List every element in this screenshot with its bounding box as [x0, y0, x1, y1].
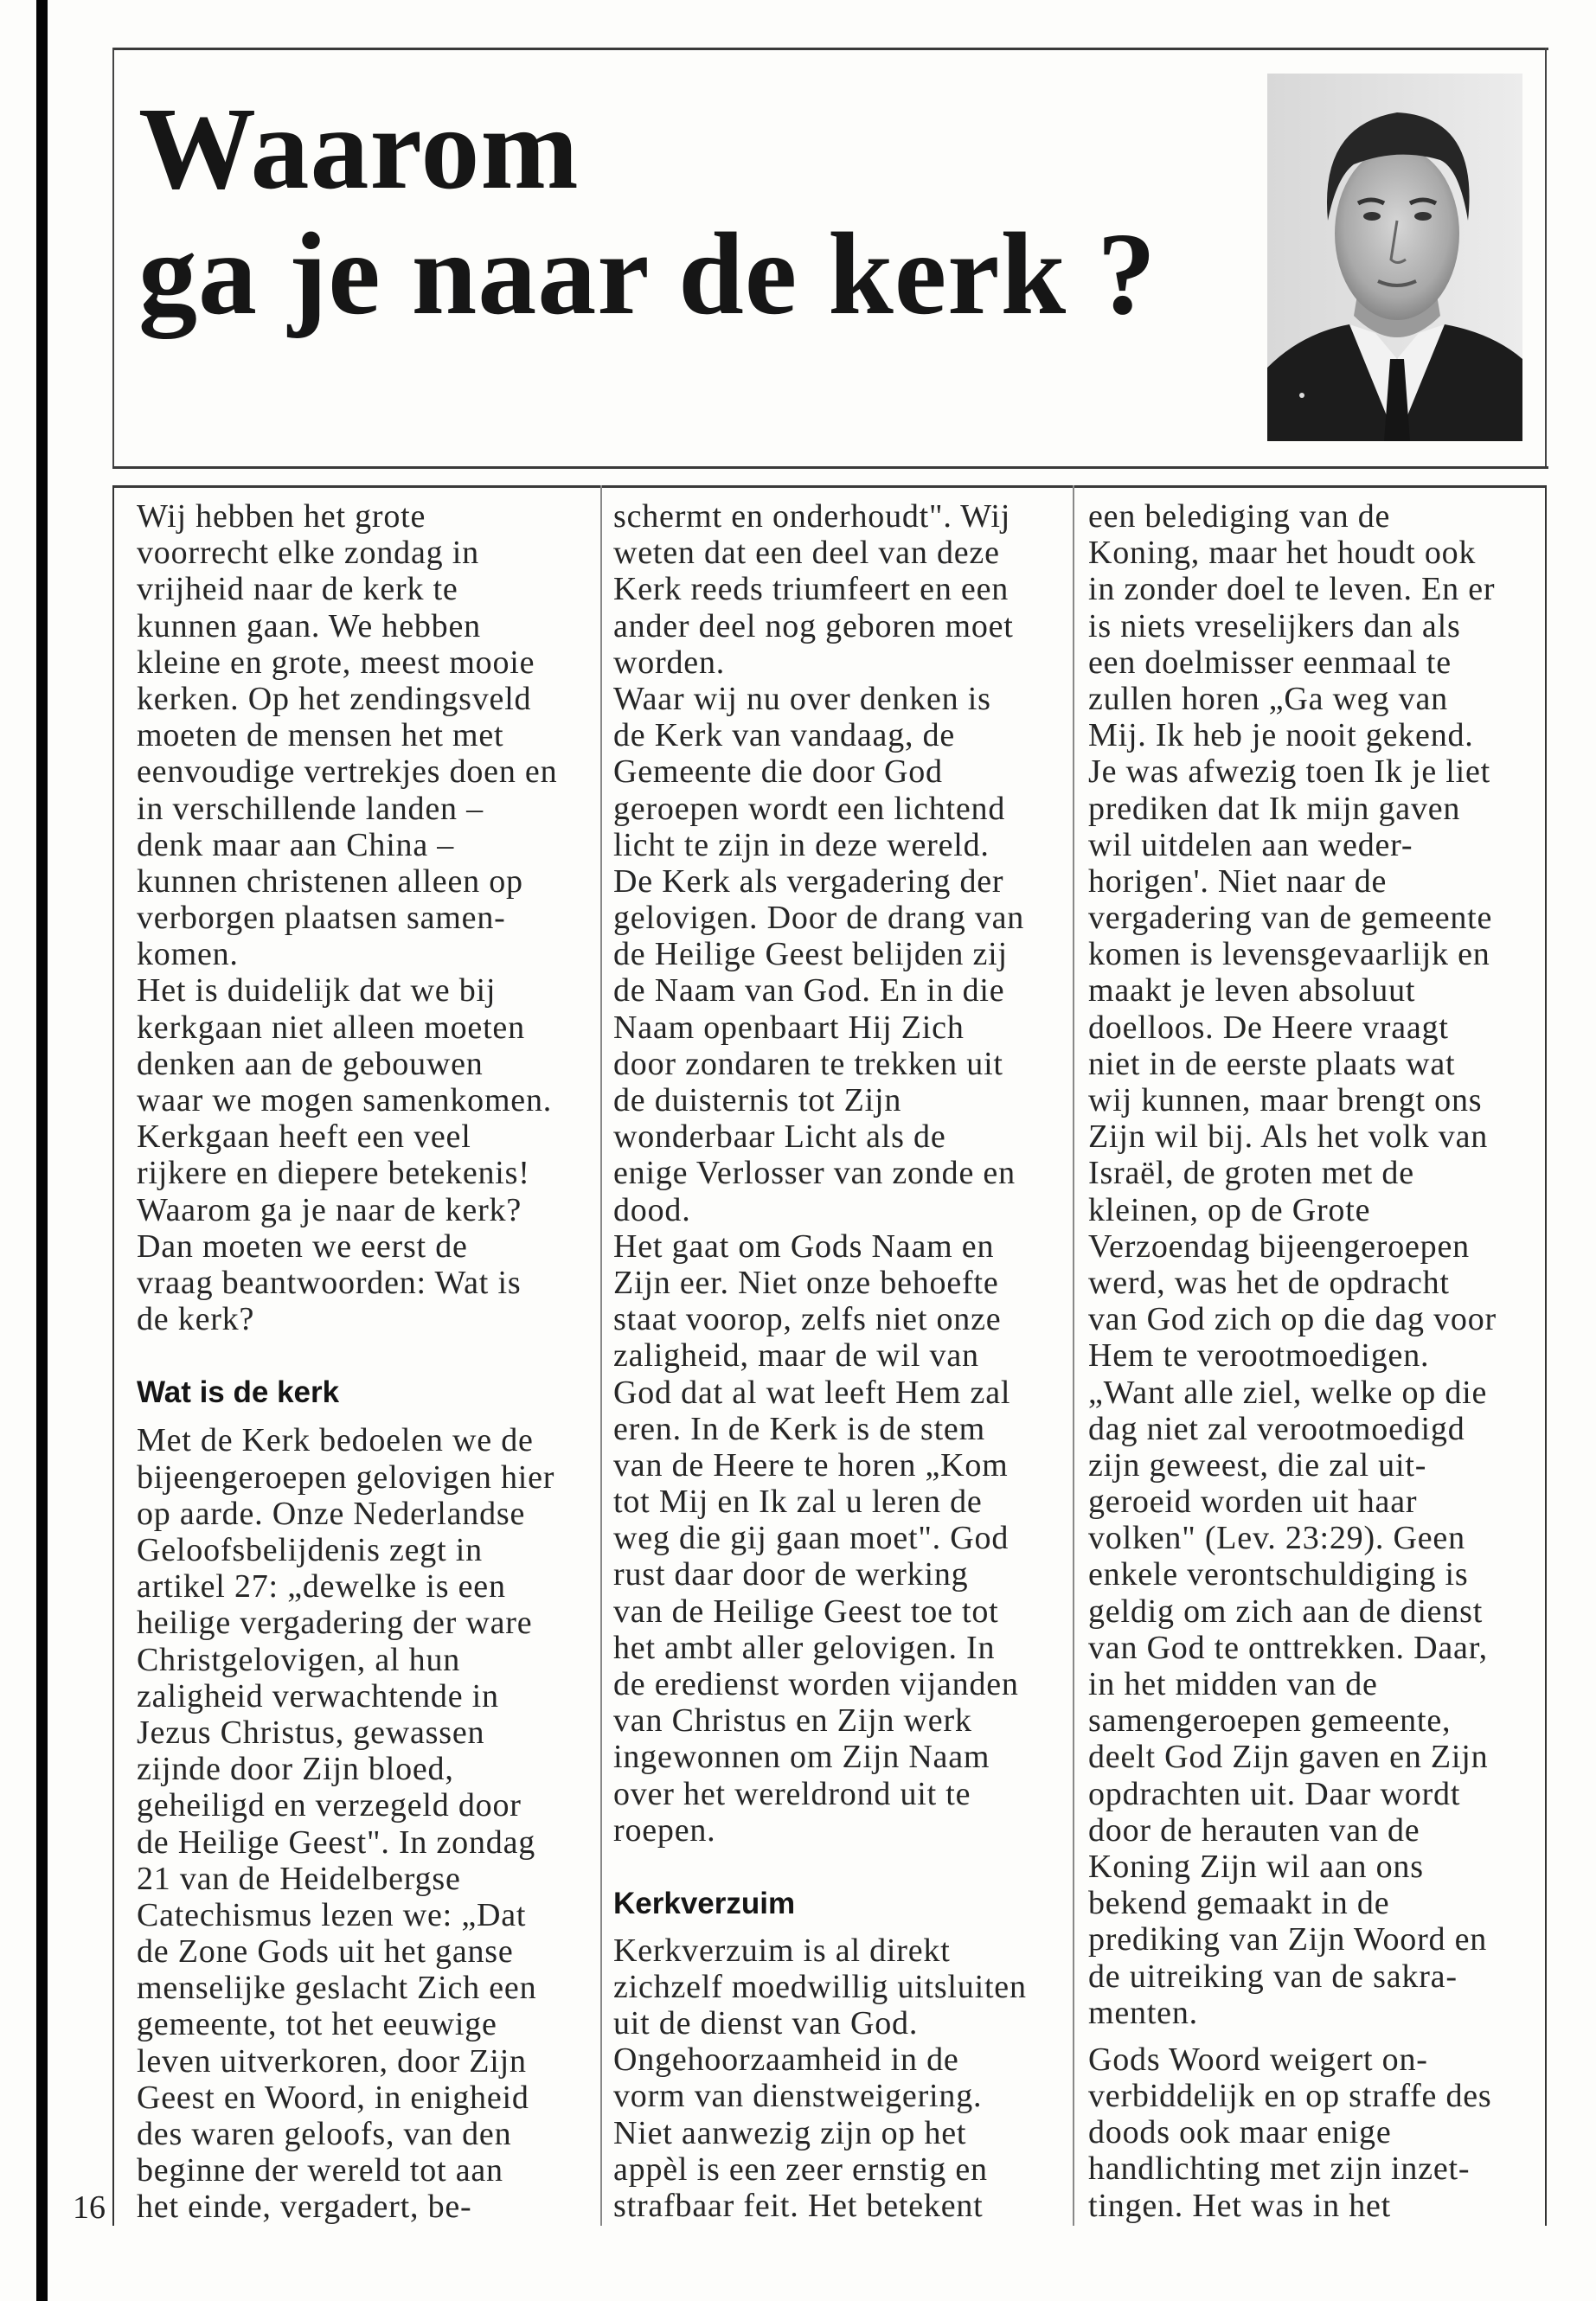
text-line: 21 van de Heidelbergse	[137, 1860, 461, 1897]
text-line: een doelmisser eenmaal te	[1088, 644, 1452, 681]
text-line: is niets vreselijkers dan als	[1088, 607, 1461, 644]
page-number: 16	[73, 2189, 106, 2226]
text-line: doods ook maar enige	[1088, 2114, 1392, 2151]
text-line: volken" (Lev. 23:29). Geen	[1088, 1520, 1465, 1557]
text-line: appèl is een zeer ernstig en	[613, 2150, 988, 2188]
text-line: Israël, de groten met de	[1088, 1155, 1414, 1192]
text-line: Geloofsbelijdenis zegt in	[137, 1532, 483, 1569]
text-line: Zijn eer. Niet onze behoefte	[613, 1264, 999, 1301]
text-line: denken aan de gebouwen	[137, 1045, 484, 1082]
text-column-2	[613, 498, 1063, 2224]
text-line: Koning, maar het houdt ook	[1088, 535, 1477, 572]
text-line: de Naam van God. En in die	[613, 972, 1005, 1009]
text-line: God dat al wat leeft Hem zal	[613, 1374, 1011, 1411]
header-left-border	[112, 48, 114, 469]
text-line: tingen. Het was in het	[1088, 2187, 1392, 2224]
text-line: het einde, vergadert, be-	[137, 2189, 472, 2226]
text-line: de kerk?	[137, 1301, 255, 1338]
text-line: prediking van Zijn Woord en	[1088, 1921, 1488, 1958]
text-line: rijkere en diepere betekenis!	[137, 1155, 530, 1192]
text-line: Catechismus lezen we: „Dat	[137, 1896, 527, 1933]
text-line: door zondaren te trekken uit	[613, 1045, 1003, 1082]
text-line: kunnen gaan. We hebben	[137, 607, 481, 644]
text-line: geroepen wordt een lichtend	[613, 790, 1006, 827]
text-line: een belediging van de	[1088, 498, 1391, 535]
text-line: het ambt aller gelovigen. In	[613, 1629, 996, 1666]
text-line: Je was afwezig toen Ik je liet	[1088, 753, 1491, 791]
text-line: geldig om zich aan de dienst	[1088, 1593, 1484, 1630]
text-line: werd, was het de opdracht	[1088, 1264, 1450, 1301]
body-top-rule	[112, 485, 1547, 488]
text-line: Waar wij nu over denken is	[613, 680, 991, 717]
text-line: eenvoudige vertrekjes doen en	[137, 753, 558, 791]
text-line: rust daar door de werking	[613, 1556, 969, 1593]
text-line: kleinen, op de Grote	[1088, 1191, 1371, 1228]
text-line: Naam openbaart Hij Zich	[613, 1009, 965, 1046]
text-line: Geest en Woord, in enigheid	[137, 2079, 529, 2116]
text-line: kerken. Op het zendingsveld	[137, 680, 532, 717]
text-line: weten dat een deel van deze	[613, 535, 1000, 572]
text-line: prediken dat Ik mijn gaven	[1088, 790, 1461, 827]
text-line: over het wereldrond uit te	[613, 1775, 971, 1812]
text-line: des waren geloofs, van den	[137, 2116, 512, 2153]
text-line: strafbaar feit. Het betekent	[613, 2188, 984, 2225]
text-line: moeten de mensen het met	[137, 717, 504, 754]
text-line: zijn geweest, die zal uit-	[1088, 1446, 1427, 1484]
text-line: in zonder doel te leven. En er	[1088, 571, 1496, 608]
text-line: vergadering van de gemeente	[1088, 900, 1493, 937]
text-line: beginne der wereld tot aan	[137, 2152, 503, 2189]
text-line: van Christus en Zijn werk	[613, 1702, 972, 1740]
text-line: komen is levensgevaarlijk en	[1088, 936, 1490, 973]
text-line: Gods Woord weigert on-	[1088, 2041, 1428, 2078]
text-line: vraag beantwoorden: Wat is	[137, 1264, 522, 1301]
text-line: Gemeente die door God	[613, 753, 943, 791]
text-line: Ongehoorzaamheid in de	[613, 2041, 959, 2079]
text-line: eren. In de Kerk is de stem	[613, 1410, 985, 1447]
text-line: de Zone Gods uit het ganse	[137, 1933, 514, 1971]
text-line: gemeente, tot het eeuwige	[137, 2006, 497, 2043]
text-line: „Want alle ziel, welke op die	[1088, 1374, 1488, 1411]
text-line: artikel 27: „dewelke is een	[137, 1568, 506, 1606]
text-line: Wij hebben het grote	[137, 498, 426, 535]
text-line: tot Mij en Ik zal u leren de	[613, 1484, 983, 1521]
text-line: de Heilige Geest". In zondag	[137, 1823, 536, 1861]
text-line: waar we mogen samenkomen.	[137, 1082, 553, 1118]
text-line: samengeroepen gemeente,	[1088, 1702, 1452, 1740]
binding-edge	[36, 0, 48, 2301]
text-line: kunnen christenen alleen op	[137, 862, 523, 900]
text-line: maakt je leven absoluut	[1088, 972, 1416, 1009]
text-line: in het midden van de	[1088, 1666, 1378, 1702]
text-line: bijeengeroepen gelovigen hier	[137, 1458, 555, 1496]
text-line: verbiddelijk en op straffe des	[1088, 2078, 1492, 2115]
text-line: enkele verontschuldiging is	[1088, 1556, 1469, 1593]
section-heading: Wat is de kerk	[137, 1375, 340, 1409]
text-line: schermt en onderhoudt". Wij	[613, 498, 1011, 535]
text-line: zaligheid, maar de wil van	[613, 1337, 979, 1375]
text-line: Jezus Christus, gewassen	[137, 1714, 485, 1751]
text-line: geheiligd en verzegeld door	[137, 1787, 522, 1824]
text-line: de duisternis tot Zijn	[613, 1082, 902, 1118]
text-line: dood.	[613, 1191, 691, 1228]
text-line: van God te onttrekken. Daar,	[1088, 1629, 1488, 1666]
text-line: zijnde door Zijn bloed,	[137, 1751, 454, 1788]
text-line: zichzelf moedwillig uitsluiten	[613, 1968, 1027, 2005]
article-title-line-2: ga je naar de kerk ?	[138, 209, 1157, 339]
text-line: de eredienst worden vijanden	[613, 1666, 1019, 1702]
text-line: Christgelovigen, al hun	[137, 1641, 461, 1678]
header-top-rule	[112, 48, 1548, 50]
text-line: vrijheid naar de kerk te	[137, 571, 458, 608]
text-line: Kerkverzuim is al direkt	[613, 1932, 951, 1969]
text-line: wij kunnen, maar brengt ons	[1088, 1082, 1483, 1118]
text-line: Met de Kerk bedoelen we de	[137, 1422, 534, 1459]
text-line: licht te zijn in deze wereld.	[613, 826, 990, 863]
text-line: verborgen plaatsen samen-	[137, 900, 506, 937]
text-line: geroeid worden uit haar	[1088, 1484, 1418, 1521]
text-line: kleine en grote, meest mooie	[137, 644, 535, 681]
text-line: Het is duidelijk dat we bij	[137, 972, 497, 1009]
body-right-border	[1545, 485, 1547, 2226]
text-line: horigen'. Niet naar de	[1088, 862, 1388, 900]
text-line: uit de dienst van God.	[613, 2005, 919, 2042]
text-line: Dan moeten we eerst de	[137, 1227, 468, 1265]
text-line: Waarom ga je naar de kerk?	[137, 1191, 522, 1228]
text-line: de Heilige Geest belijden zij	[613, 936, 1008, 973]
header-right-border	[1545, 48, 1547, 469]
text-line: doelloos. De Heere vraagt	[1088, 1009, 1449, 1046]
text-line: Kerk reeds triumfeert en een	[613, 571, 1010, 608]
text-line: zaligheid verwachtende in	[137, 1677, 499, 1715]
text-line: wonderbaar Licht als de	[613, 1118, 946, 1156]
section-heading: Kerkverzuim	[613, 1886, 796, 1920]
text-line: De Kerk als vergadering der	[613, 862, 1004, 900]
text-line: enige Verlosser van zonde en	[613, 1155, 1016, 1192]
text-line: voorrecht elke zondag in	[137, 535, 479, 572]
text-column-3	[1088, 498, 1538, 2224]
text-column-1	[137, 498, 586, 2226]
text-line: gelovigen. Door de drang van	[613, 900, 1025, 937]
author-photo	[1267, 74, 1522, 441]
text-line: menselijke geslacht Zich een	[137, 1970, 537, 2007]
text-line: wil uitdelen aan weder-	[1088, 826, 1413, 863]
text-line: op aarde. Onze Nederlandse	[137, 1495, 526, 1532]
column-divider-2	[1073, 485, 1074, 2226]
text-line: door de herauten van de	[1088, 1811, 1420, 1849]
text-line: dag niet zal verootmoedigd	[1088, 1410, 1465, 1447]
text-line: van de Heere te horen „Kom	[613, 1446, 1009, 1484]
text-line: Hem te verootmoedigen.	[1088, 1337, 1430, 1375]
text-line: weg die gij gaan moet". God	[613, 1520, 1010, 1557]
text-line: zullen horen „Ga weg van	[1088, 680, 1448, 717]
text-line: van God zich op die dag voor	[1088, 1301, 1497, 1338]
text-line: Zijn wil bij. Als het volk van	[1088, 1118, 1489, 1156]
text-line: kerkgaan niet alleen moeten	[137, 1009, 525, 1046]
text-line: ingewonnen om Zijn Naam	[613, 1739, 990, 1776]
text-line: leven uitverkoren, door Zijn	[137, 2042, 527, 2080]
text-line: deelt God Zijn gaven en Zijn	[1088, 1739, 1489, 1776]
text-line: Mij. Ik heb je nooit gekend.	[1088, 717, 1474, 754]
article-title-line-1: Waarom	[138, 84, 580, 214]
text-line: opdrachten uit. Daar wordt	[1088, 1775, 1461, 1812]
text-line: ander deel nog geboren moet	[613, 607, 1014, 644]
text-line: Niet aanwezig zijn op het	[613, 2114, 967, 2151]
text-line: Verzoendag bijeengeroepen	[1088, 1227, 1470, 1265]
text-line: niet in de eerste plaats wat	[1088, 1045, 1456, 1082]
column-divider-1	[600, 485, 602, 2226]
text-line: komen.	[137, 936, 239, 973]
text-line: van de Heilige Geest toe tot	[613, 1593, 999, 1630]
text-line: roepen.	[613, 1811, 716, 1849]
text-line: Koning Zijn wil aan ons	[1088, 1848, 1424, 1885]
text-line: vorm van dienstweigering.	[613, 2078, 983, 2115]
text-line: denk maar aan China –	[137, 826, 455, 863]
text-line: worden.	[613, 644, 726, 681]
text-line: Kerkgaan heeft een veel	[137, 1118, 471, 1156]
text-line: de uitreiking van de sakra-	[1088, 1958, 1458, 1995]
text-line: handlichting met zijn inzet-	[1088, 2150, 1471, 2188]
body-left-border	[112, 485, 114, 2226]
text-line: de Kerk van vandaag, de	[613, 717, 956, 754]
text-line: menten.	[1088, 1994, 1198, 2031]
text-line: in verschillende landen –	[137, 790, 484, 827]
header-bottom-rule	[112, 466, 1548, 469]
text-line: heilige vergadering der ware	[137, 1605, 533, 1642]
text-line: staat voorop, zelfs niet onze	[613, 1301, 1002, 1338]
text-line: bekend gemaakt in de	[1088, 1885, 1390, 1922]
text-line: Het gaat om Gods Naam en	[613, 1227, 995, 1265]
